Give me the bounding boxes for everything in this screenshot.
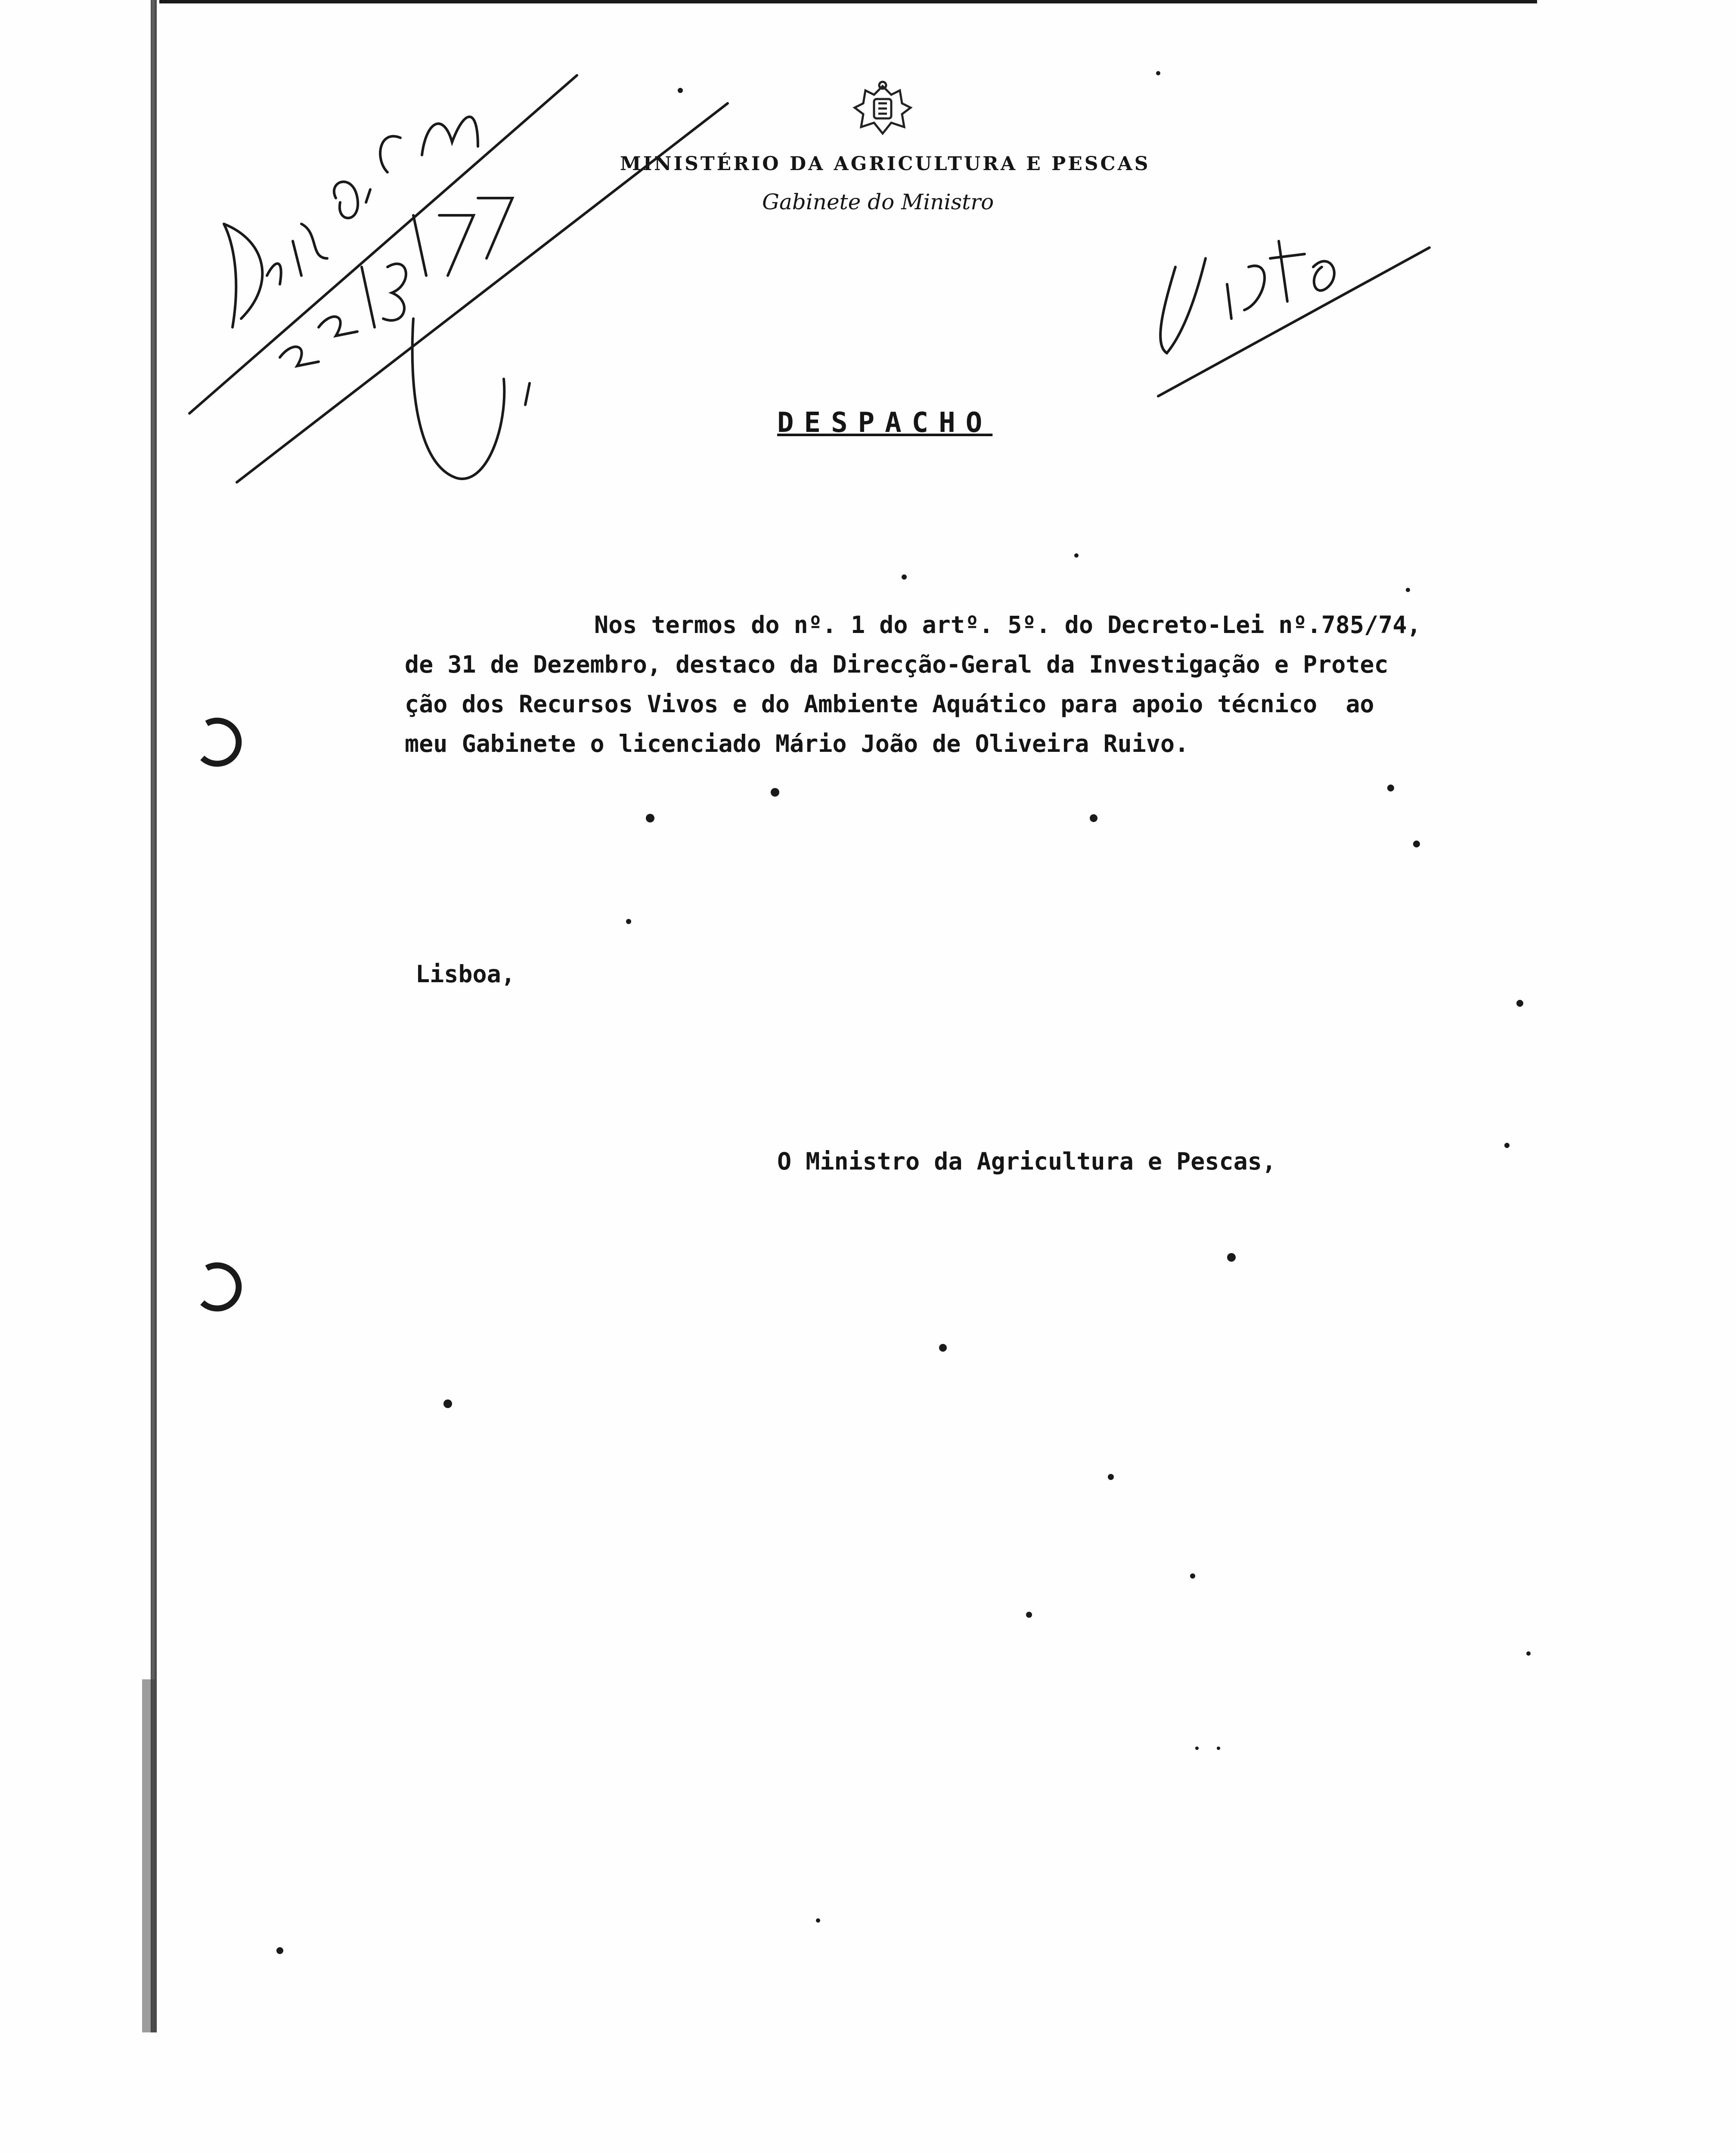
left-edge-shadow <box>142 1679 155 2032</box>
handwriting-stroke <box>334 182 358 218</box>
body-line: meu Gabinete o licenciado Mário João de Oliveira Ruivo. <box>405 730 1189 757</box>
coat-of-arms-icon <box>844 78 921 142</box>
document-body <box>405 605 1524 763</box>
annotation-underline <box>1158 248 1429 396</box>
signature-line: O Ministro da Agricultura e Pescas, <box>777 1148 1276 1175</box>
handwriting-stroke <box>362 264 406 327</box>
handwriting-stroke <box>1270 241 1334 301</box>
handwriting-stroke <box>267 224 327 284</box>
handwriting-stroke <box>1227 266 1265 319</box>
annotation-slash-line <box>189 75 577 413</box>
punch-hole-icon <box>202 1266 239 1309</box>
body-line: ção dos Recursos Vivos e do Ambiente Aquático para apoio técnico ao <box>405 690 1374 718</box>
top-edge-line <box>159 0 1537 3</box>
body-line: de 31 de Dezembro, destaco da Direcção-Geral da Investigação e Protec <box>405 651 1389 678</box>
place-line: Lisboa, <box>415 960 515 988</box>
punch-hole-icon <box>202 721 239 764</box>
handwriting-stroke <box>380 117 478 172</box>
office-name: Gabinete do Ministro <box>762 189 994 214</box>
document-heading: DESPACHO <box>777 407 993 439</box>
handwriting-stroke <box>1160 258 1206 353</box>
handwriting-stroke <box>224 224 262 327</box>
body-line: Nos termos do nº. 1 do artº. 5º. do Decreto-Lei nº.785/74, <box>594 611 1421 639</box>
handwriting-stroke <box>366 189 370 202</box>
handwriting-stroke <box>280 316 357 366</box>
handwriting-initial <box>412 319 530 479</box>
ministry-name: MINISTÉRIO DA AGRICULTURA E PESCAS <box>620 153 1150 175</box>
handwriting-stroke <box>413 198 512 276</box>
